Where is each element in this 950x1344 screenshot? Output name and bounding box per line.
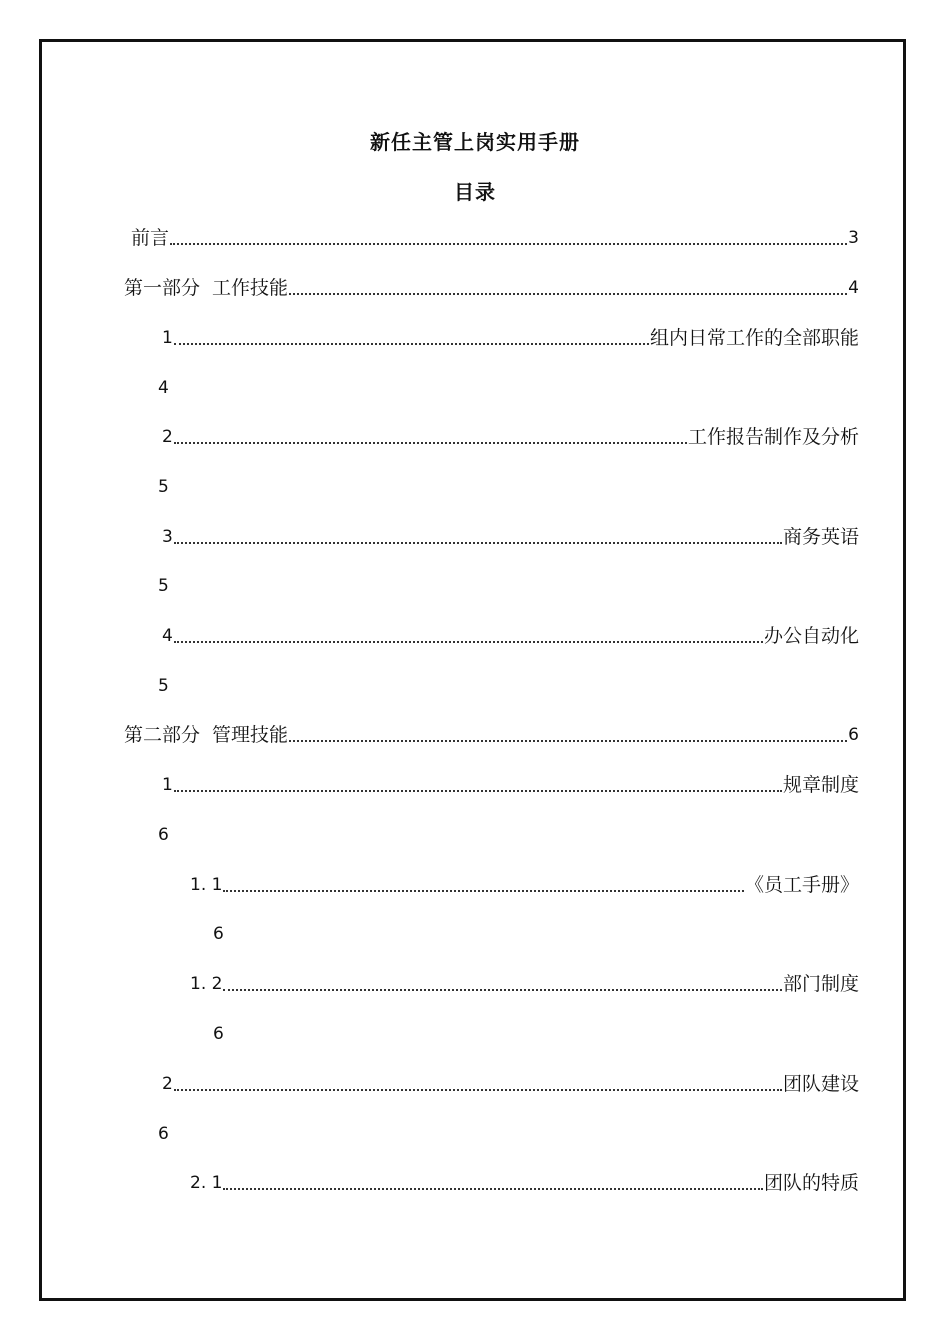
toc-label: 规章制度 <box>782 774 859 796</box>
toc-item-number: 3 <box>162 527 173 547</box>
toc-page-number: 4 <box>848 278 859 298</box>
toc-page-number: 4 <box>158 378 169 398</box>
toc-label: 工作报告制作及分析 <box>687 426 859 448</box>
toc-label: 组内日常工作的全部职能 <box>649 327 859 349</box>
dot-leader <box>289 740 847 742</box>
toc-item-number: 1 <box>162 328 173 348</box>
toc-entry-1-4[interactable] <box>162 623 859 649</box>
toc-entry-2-1[interactable] <box>162 772 859 798</box>
toc-part-number: 第二部分 <box>124 724 201 746</box>
toc-label: 商务英语 <box>782 526 859 548</box>
dot-leader <box>170 243 847 245</box>
toc-page-number: 5 <box>158 676 169 696</box>
dot-leader <box>174 1089 782 1091</box>
dot-leader <box>174 542 782 544</box>
toc-entry-1-3[interactable] <box>162 524 859 550</box>
toc-item-number: 1. 2 <box>190 974 223 994</box>
toc-page-number: 6 <box>848 725 859 745</box>
toc-page-number: 6 <box>158 825 169 845</box>
toc-page-number: 6 <box>213 924 224 944</box>
toc-page-number: 5 <box>158 477 169 497</box>
toc-entry-2-1-2[interactable] <box>190 971 859 997</box>
toc-label: 团队的特质 <box>763 1172 859 1194</box>
toc-label: 部门制度 <box>782 973 859 995</box>
toc-item-number: 4 <box>162 626 173 646</box>
dot-leader <box>223 1188 763 1190</box>
toc-entry-2-2-1[interactable] <box>190 1170 859 1196</box>
dot-leader <box>174 442 687 444</box>
toc-label: 前言 <box>131 227 170 249</box>
toc-entry-1-2[interactable] <box>162 424 859 450</box>
toc-label: 工作技能 <box>212 277 289 299</box>
toc-item-number: 1 <box>162 775 173 795</box>
toc-entry-part-one[interactable] <box>124 275 859 301</box>
toc-page-number: 5 <box>158 576 169 596</box>
dot-leader <box>223 890 744 892</box>
toc-entry-part-two[interactable] <box>124 722 859 748</box>
toc-label: 管理技能 <box>212 724 289 746</box>
toc-entry-preface[interactable] <box>131 225 859 251</box>
toc-label: 团队建设 <box>782 1073 859 1095</box>
toc-label: 《员工手册》 <box>744 874 859 896</box>
document-title: 新任主管上岗实用手册 <box>370 130 580 154</box>
dot-leader <box>174 790 782 792</box>
toc-heading: 目录 <box>454 180 496 204</box>
toc-label: 办公自动化 <box>763 625 859 647</box>
toc-entry-2-2[interactable] <box>162 1071 859 1097</box>
toc-page-number: 6 <box>158 1124 169 1144</box>
toc-item-number: 2 <box>162 1074 173 1094</box>
toc-item-number: 2 <box>162 427 173 447</box>
toc-item-number: 2. 1 <box>190 1173 223 1193</box>
toc-item-number: 1. 1 <box>190 875 223 895</box>
toc-part-number: 第一部分 <box>124 277 201 299</box>
toc-entry-1-1[interactable] <box>162 325 859 351</box>
dot-leader <box>174 343 649 345</box>
toc-page-number: 6 <box>213 1024 224 1044</box>
toc-page-number: 3 <box>848 228 859 248</box>
toc-entry-2-1-1[interactable] <box>190 872 859 898</box>
dot-leader <box>174 641 763 643</box>
dot-leader <box>289 293 847 295</box>
dot-leader <box>223 989 782 991</box>
